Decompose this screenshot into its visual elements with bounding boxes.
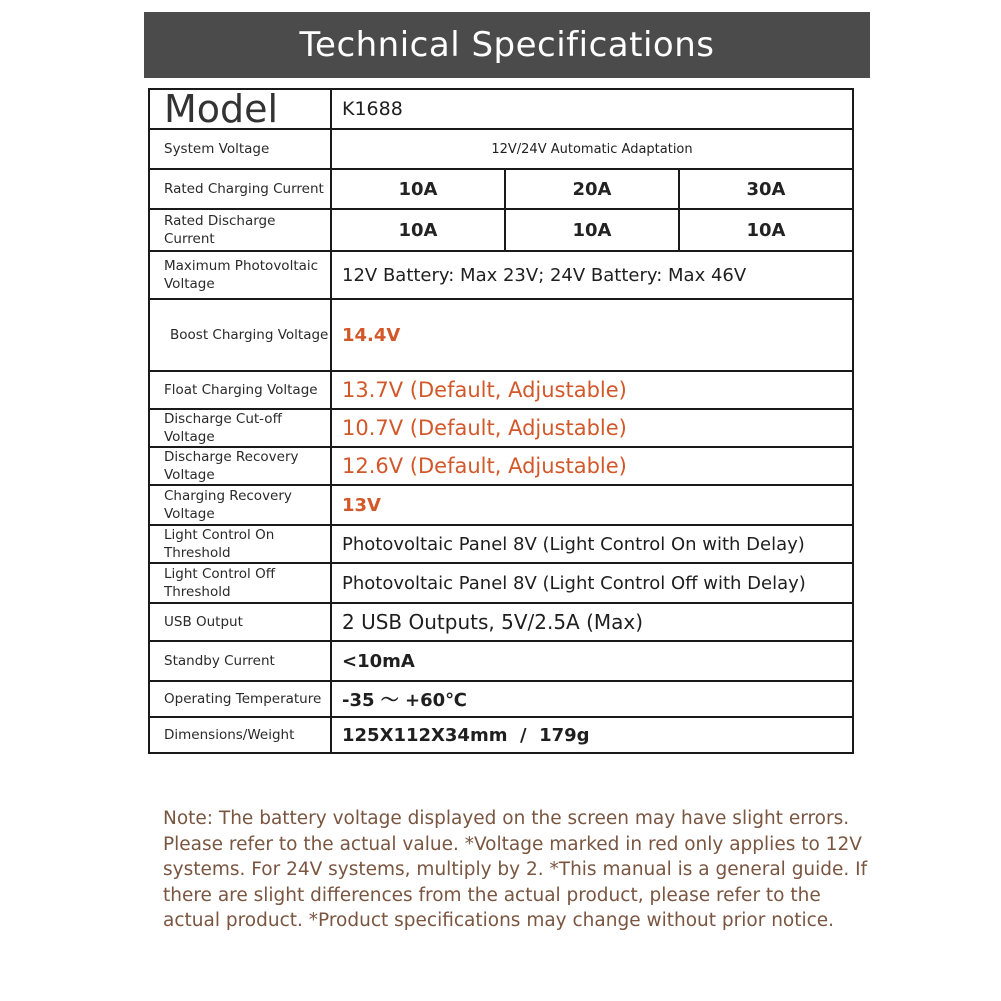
table-row-discharge-cutoff — [150, 410, 852, 448]
table-row-float-charging — [150, 372, 852, 410]
model-label: Model — [150, 90, 332, 128]
rated-charging-cells — [332, 170, 852, 208]
operating-temp-value: -35 ～ +60℃ — [342, 690, 467, 711]
table-row-rated-charging — [150, 170, 852, 210]
system-voltage-value: 12V/24V Automatic Adaptation — [491, 141, 693, 157]
table-row-rated-discharge — [150, 210, 852, 252]
rated-charging-cell: 10A — [332, 170, 506, 208]
disclaimer-note: Note: The battery voltage displayed on the screen may have slight errors. Please refer to the actual value. *Voltage marked in red only applies to 12V systems. For 24V systems, multiply by 2. *This manual is a general guide. If there are slight differences from the actual product, please refer to the actual product. *Product specifications may change without prior notice. — [163, 808, 868, 931]
usb-output-label: USB Output — [150, 604, 332, 640]
boost-charging-label: Boost Charging Voltage — [150, 300, 332, 370]
page-title: Technical Specifications — [144, 12, 870, 78]
table-row-boost-charging — [150, 300, 852, 372]
max-pv-voltage-label: Maximum Photovoltaic Voltage — [150, 252, 332, 298]
table-row-light-on — [150, 526, 852, 564]
max-pv-voltage-value: 12V Battery: Max 23V; 24V Battery: Max 46V — [342, 264, 747, 286]
rated-charging-label: Rated Charging Current — [150, 170, 332, 208]
standby-current-value: <10mA — [342, 650, 415, 672]
dimensions-value: 125X112X34mm / 179g — [342, 724, 590, 746]
rated-discharge-cell: 10A — [746, 219, 786, 241]
table-row-dimensions — [150, 718, 852, 752]
rated-discharge-label: Rated Discharge Current — [150, 210, 332, 250]
boost-charging-value: 14.4V — [342, 324, 401, 346]
table-row-charging-recovery — [150, 486, 852, 526]
discharge-cutoff-value: 10.7V (Default, Adjustable) — [342, 416, 627, 440]
rated-charging-cell: 20A — [506, 170, 680, 208]
table-row-light-off — [150, 564, 852, 604]
standby-current-label: Standby Current — [150, 642, 332, 680]
table-row-max-pv-voltage — [150, 252, 852, 300]
charging-recovery-value: 13V — [342, 494, 381, 516]
system-voltage-label: System Voltage — [150, 130, 332, 168]
charging-recovery-label: Charging Recovery Voltage — [150, 486, 332, 524]
discharge-recovery-label: Discharge Recovery Voltage — [150, 448, 332, 484]
table-row-system-voltage — [150, 130, 852, 170]
discharge-recovery-value: 12.6V (Default, Adjustable) — [342, 454, 627, 478]
table-row-standby-current — [150, 642, 852, 682]
table-row-model — [150, 87, 852, 131]
table-row-operating-temp — [150, 682, 852, 718]
table-row-usb-output — [150, 604, 852, 642]
rated-discharge-cell: 10A — [332, 210, 506, 250]
model-value: K1688 — [342, 98, 403, 120]
rated-discharge-cells — [332, 210, 852, 250]
discharge-cutoff-label: Discharge Cut-off Voltage — [150, 410, 332, 446]
operating-temp-label: Operating Temperature — [150, 682, 332, 716]
dimensions-label: Dimensions/Weight — [150, 718, 332, 752]
spec-table — [148, 88, 854, 754]
float-charging-value: 13.7V (Default, Adjustable) — [342, 378, 627, 402]
float-charging-label: Float Charging Voltage — [150, 372, 332, 408]
rated-charging-cell: 30A — [746, 178, 786, 200]
light-off-value: Photovoltaic Panel 8V (Light Control Off with Delay) — [342, 572, 806, 594]
table-row-discharge-recovery — [150, 448, 852, 486]
usb-output-value: 2 USB Outputs, 5V/2.5A (Max) — [342, 610, 644, 634]
light-on-value: Photovoltaic Panel 8V (Light Control On with Delay) — [342, 533, 805, 555]
light-on-label: Light Control On Threshold — [150, 526, 332, 562]
light-off-label: Light Control Off Threshold — [150, 564, 332, 602]
rated-discharge-cell: 10A — [506, 210, 680, 250]
